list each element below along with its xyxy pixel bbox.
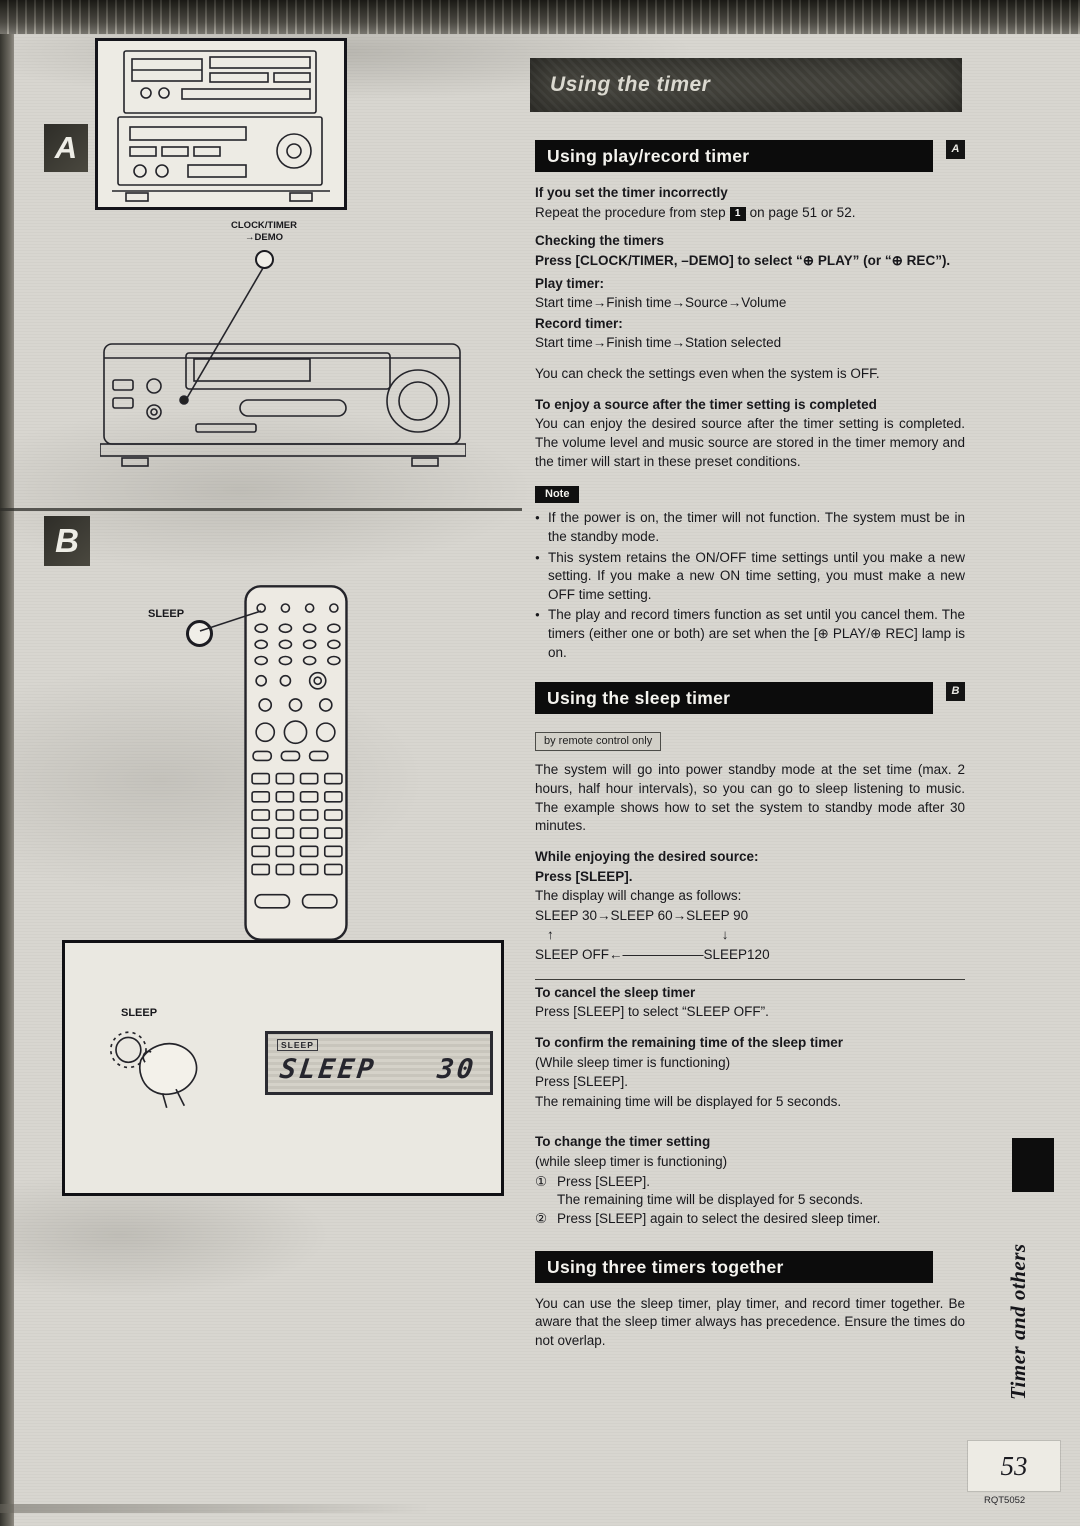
- heading-change-timer: To change the timer setting: [535, 1134, 711, 1150]
- sleep-button-label: SLEEP: [148, 608, 185, 620]
- heading-play-timer: Play timer:: [535, 275, 605, 291]
- three-timers-section-header: [535, 1251, 965, 1283]
- note-bullet-list: [535, 509, 965, 662]
- scan-smudge-bottom: [0, 1504, 430, 1513]
- sleep-bar-tag: B: [946, 682, 965, 701]
- note-bullet: ● This system retains the ON/OFF time settings until you make a new setting. If you make a new ON time setting, you must make a new OFF time setting.: [535, 549, 965, 605]
- step-number: [535, 1191, 557, 1210]
- section-b-badge: B: [44, 516, 90, 566]
- step-row: [535, 1173, 965, 1192]
- play-record-section-header: [535, 140, 965, 172]
- heading-checking: Checking the timers: [535, 233, 665, 249]
- page-number: 53: [968, 1441, 1060, 1491]
- remote-only-badge: by remote control only: [535, 732, 661, 751]
- display-word: SLEEP: [278, 1054, 379, 1085]
- clock-timer-button-icon: [255, 250, 274, 269]
- heading-record-timer: Record timer:: [535, 315, 623, 331]
- main-text-column: [535, 140, 965, 1351]
- para-incorrect: [535, 204, 965, 223]
- system-illustration: [95, 38, 347, 210]
- step-number: ①: [535, 1173, 548, 1189]
- para-incorrect-pre: Repeat the procedure from step: [535, 204, 726, 220]
- note-label: Note: [535, 486, 579, 503]
- left-column-divider: [0, 508, 522, 511]
- section-rule: [535, 979, 965, 980]
- step-1-badge: 1: [730, 207, 746, 221]
- para-checking: Press [CLOCK/TIMER, –DEMO] to select “⊕ PLAY” (or “⊕ REC”).: [535, 252, 951, 268]
- arrow-down-icon: ↓: [721, 927, 729, 943]
- step-text: The remaining time will be displayed for 5 seconds.: [557, 1192, 864, 1208]
- clock-timer-label-line2: →DEMO: [245, 231, 283, 243]
- step-row: [535, 1191, 965, 1210]
- doc-code: RQT5052: [984, 1495, 1026, 1506]
- sleep-example-frame: [62, 940, 504, 1196]
- heading-press-sleep: Press [SLEEP].: [535, 868, 633, 884]
- three-timers-bar-title: Using three timers together: [535, 1251, 933, 1283]
- play-record-bar-title: Using play/record timer: [535, 140, 933, 172]
- para-sleep-intro: The system will go into power standby mode at the set time (max. 2 hours, half hour intervals), so you can go to sleep listening to music. The example shows how to set the system to standby mode after 30 minutes.: [535, 762, 965, 834]
- para-three-timers: You can use the sleep timer, play timer, and record timer together. Be aware that the sleep timer always has precedence. Ensure the times do not overlap.: [535, 1295, 965, 1348]
- step-text: Press [SLEEP] again to select the desired sleep timer.: [557, 1210, 881, 1226]
- heading-cancel-sleep: To cancel the sleep timer: [535, 984, 696, 1000]
- arrow-up-icon: ↑: [547, 927, 554, 943]
- step-text: Press [SLEEP].: [557, 1173, 651, 1189]
- para-enjoy: You can enjoy the desired source after the timer setting is completed. The volume level and music source are stored in the timer memory and the timer will start in these preset conditions.: [535, 416, 965, 469]
- sleep-section-header: [535, 682, 965, 714]
- para-check-off: You can check the settings even when the system is OFF.: [535, 366, 880, 381]
- para-record-timer: Start time→Finish time→Station selected: [535, 335, 782, 351]
- display-value: 30: [435, 1054, 478, 1085]
- step-row: [535, 1210, 965, 1229]
- heading-confirm-sleep: To confirm the remaining time of the sleep timer: [535, 1034, 844, 1050]
- scan-edge-left: [0, 0, 14, 1526]
- sleep-bar-title: Using the sleep timer: [535, 682, 933, 714]
- display-panel: [265, 1031, 493, 1095]
- sleep-press-label: SLEEP: [121, 1007, 158, 1019]
- heading-enjoy: To enjoy a source after the timer setting is completed: [535, 396, 877, 412]
- sleep-sequence-arrows: [535, 926, 965, 945]
- para-display-change: The display will change as follows:: [535, 888, 742, 904]
- para-play-timer: Start time→Finish time→Source→Volume: [535, 295, 787, 311]
- change-timer-steps: [535, 1173, 965, 1229]
- chapter-side-label: Timer and others: [1006, 1243, 1030, 1400]
- para-confirm-3: The remaining time will be displayed for 5 seconds.: [535, 1093, 842, 1109]
- step-number: ②: [535, 1210, 548, 1226]
- play-record-bar-tag: A: [946, 140, 965, 159]
- heading-while-enjoying: While enjoying the desired source:: [535, 848, 759, 864]
- chapter-title: Using the timer: [550, 73, 711, 96]
- para-confirm-2: Press [SLEEP].: [535, 1074, 629, 1090]
- note-bullet: ● The play and record timers function as set until you cancel them. The timers (either one or both) are set when the [⊕ PLAY/⊕ REC] lamp is on.: [535, 606, 965, 662]
- hand-press-illustration: [103, 1025, 218, 1113]
- remote-control-illustration: [243, 583, 349, 943]
- heading-incorrect: If you set the timer incorrectly: [535, 185, 728, 200]
- front-panel-illustration: [100, 328, 466, 474]
- section-a-badge: A: [44, 124, 88, 172]
- para-cancel-sleep: Press [SLEEP] to select “SLEEP OFF”.: [535, 1004, 769, 1020]
- clock-timer-label-line1: CLOCK/TIMER: [231, 220, 297, 231]
- note-bullet: ● If the power is on, the timer will not function. The system must be in the standby mode.: [535, 509, 965, 546]
- sleep-button-icon: [186, 620, 213, 647]
- para-incorrect-post: on page 51 or 52.: [749, 204, 856, 220]
- para-change-0: (while sleep timer is functioning): [535, 1154, 728, 1170]
- scan-edge-top: [0, 0, 1080, 34]
- sleep-sequence-line2: SLEEP OFF←――――――SLEEP120: [535, 947, 770, 963]
- sleep-indicator: SLEEP: [277, 1039, 318, 1051]
- display-readout: [278, 1054, 478, 1085]
- para-confirm-1: (While sleep timer is functioning): [535, 1054, 731, 1070]
- clock-timer-label: [214, 220, 314, 244]
- sleep-sequence-line1: SLEEP 30→SLEEP 60→SLEEP 90: [535, 907, 749, 923]
- chapter-header: [530, 58, 962, 112]
